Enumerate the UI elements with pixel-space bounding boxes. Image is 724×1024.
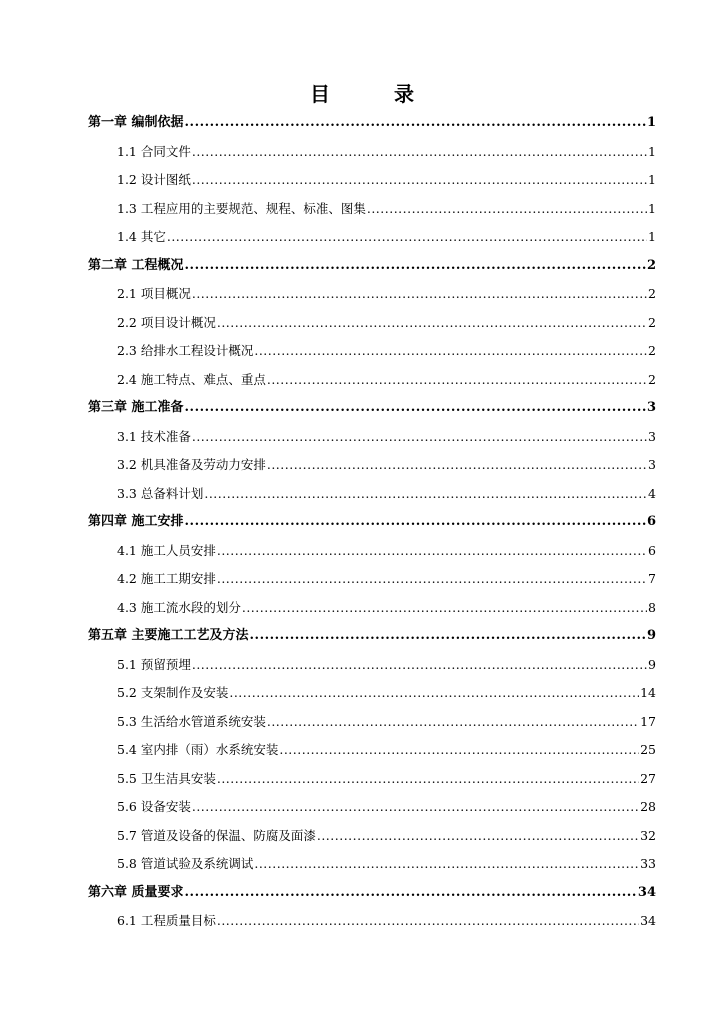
toc-page-number: 7 <box>648 571 656 586</box>
toc-entry-label: 2.2 项目设计概况 <box>117 314 216 330</box>
toc-page-number: 2 <box>648 343 656 358</box>
toc-section-entry[interactable] <box>88 769 656 798</box>
toc-entry-label: 第五章 主要施工工艺及方法 <box>88 628 249 643</box>
toc-dot-leader <box>192 170 647 190</box>
toc-dot-leader <box>167 227 647 247</box>
toc-section-entry[interactable] <box>88 797 656 826</box>
toc-entry-label: 第六章 质量要求 <box>88 884 184 900</box>
toc-dot-leader <box>279 740 639 760</box>
toc-page-number: 1 <box>646 115 656 130</box>
toc-section-entry[interactable] <box>88 484 656 513</box>
toc-entry-label: 第三章 施工准备 <box>88 400 184 415</box>
toc-page-number: 3 <box>648 428 656 444</box>
toc-dot-leader <box>367 199 647 219</box>
toc-dot-leader <box>242 598 647 618</box>
toc-entry-label: 2.4 施工特点、难点、重点 <box>117 371 266 387</box>
toc-entry-label: 5.6 设备安装 <box>117 799 191 814</box>
toc-entry-label: 第四章 施工安排 <box>88 514 184 529</box>
toc-dot-leader <box>267 370 647 390</box>
toc-page-number: 1 <box>648 143 656 159</box>
toc-entry-label: 3.3 总备料计划 <box>117 485 204 501</box>
toc-entry-label: 4.1 施工人员安排 <box>117 542 216 558</box>
toc-dot-leader <box>254 341 647 361</box>
table-of-contents <box>88 113 656 940</box>
toc-entry-label: 3.2 机具准备及劳动力安排 <box>117 457 266 472</box>
toc-dot-leader <box>185 113 646 133</box>
toc-section-entry[interactable] <box>88 427 656 456</box>
toc-entry-label: 5.7 管道及设备的保温、防腐及面漆 <box>117 827 316 843</box>
toc-entry-label: 1.1 合同文件 <box>117 143 191 159</box>
toc-page-number: 33 <box>640 856 656 871</box>
toc-chapter-entry[interactable] <box>88 883 656 912</box>
toc-dot-leader <box>267 455 647 475</box>
toc-chapter-entry[interactable] <box>88 256 656 285</box>
toc-dot-leader <box>217 313 647 333</box>
toc-entry-label: 2.1 项目概况 <box>117 286 191 301</box>
toc-dot-leader <box>185 398 646 418</box>
toc-page-number: 3 <box>646 400 656 415</box>
toc-section-entry[interactable] <box>88 598 656 627</box>
toc-section-entry[interactable] <box>88 683 656 712</box>
toc-entry-label: 第一章 编制依据 <box>88 115 184 130</box>
toc-section-entry[interactable] <box>88 854 656 883</box>
toc-section-entry[interactable] <box>88 341 656 370</box>
toc-section-entry[interactable] <box>88 826 656 855</box>
toc-page-number: 6 <box>648 542 656 558</box>
toc-page-number: 34 <box>640 913 656 928</box>
toc-dot-leader <box>317 826 639 846</box>
toc-entry-label: 第二章 工程概况 <box>88 257 184 273</box>
toc-page-number: 32 <box>640 827 656 843</box>
toc-entry-label: 5.4 室内排（雨）水系统安装 <box>117 742 279 757</box>
toc-page-number: 28 <box>640 799 656 814</box>
toc-chapter-entry[interactable] <box>88 512 656 541</box>
toc-dot-leader <box>192 284 647 304</box>
toc-chapter-entry[interactable] <box>88 113 656 142</box>
toc-page-number: 2 <box>648 371 656 387</box>
toc-entry-label: 6.1 工程质量目标 <box>117 913 216 928</box>
toc-dot-leader <box>217 541 647 561</box>
toc-page-number: 2 <box>648 286 656 301</box>
toc-section-entry[interactable] <box>88 455 656 484</box>
toc-page-number: 14 <box>640 685 656 700</box>
toc-page-number: 9 <box>648 656 656 672</box>
toc-page-number: 1 <box>648 229 656 244</box>
toc-dot-leader <box>192 655 647 675</box>
toc-section-entry[interactable] <box>88 170 656 199</box>
toc-page-number: 3 <box>648 457 656 472</box>
toc-page-number: 4 <box>648 485 656 501</box>
toc-section-entry[interactable] <box>88 541 656 570</box>
toc-entry-label: 5.8 管道试验及系统调试 <box>117 856 254 871</box>
toc-entry-label: 2.3 给排水工程设计概况 <box>117 343 254 358</box>
toc-section-entry[interactable] <box>88 740 656 769</box>
toc-dot-leader <box>192 142 647 162</box>
toc-section-entry[interactable] <box>88 712 656 741</box>
toc-page-number: 17 <box>640 713 656 729</box>
toc-dot-leader <box>185 256 646 276</box>
toc-chapter-entry[interactable] <box>88 626 656 655</box>
toc-entry-label: 4.3 施工流水段的划分 <box>117 599 241 615</box>
toc-entry-label: 4.2 施工工期安排 <box>117 571 216 586</box>
toc-dot-leader <box>185 883 637 903</box>
toc-dot-leader <box>204 484 647 504</box>
toc-entry-label: 3.1 技术准备 <box>117 428 191 444</box>
toc-entry-label: 5.1 预留预埋 <box>117 656 191 672</box>
toc-dot-leader <box>267 712 639 732</box>
toc-chapter-entry[interactable] <box>88 398 656 427</box>
toc-section-entry[interactable] <box>88 284 656 313</box>
toc-section-entry[interactable] <box>88 227 656 256</box>
toc-page-number: 2 <box>648 314 656 330</box>
toc-entry-label: 5.3 生活给水管道系统安装 <box>117 713 266 729</box>
toc-page-number: 1 <box>648 200 656 216</box>
toc-section-entry[interactable] <box>88 199 656 228</box>
toc-dot-leader <box>254 854 639 874</box>
toc-page-number: 27 <box>640 770 656 786</box>
toc-title: 目 录 <box>310 82 436 106</box>
toc-entry-label: 1.2 设计图纸 <box>117 172 191 187</box>
toc-dot-leader <box>217 769 639 789</box>
toc-page-number: 6 <box>646 514 656 529</box>
toc-page-number: 8 <box>648 599 656 615</box>
toc-entry-label: 1.4 其它 <box>117 229 166 244</box>
toc-dot-leader <box>185 512 646 532</box>
toc-dot-leader <box>217 911 639 931</box>
toc-section-entry[interactable] <box>88 569 656 598</box>
toc-section-entry[interactable] <box>88 313 656 342</box>
toc-dot-leader <box>192 797 639 817</box>
toc-page-number: 2 <box>646 257 656 273</box>
toc-dot-leader <box>229 683 639 703</box>
toc-entry-label: 1.3 工程应用的主要规范、规程、标准、图集 <box>117 200 366 216</box>
toc-page-number: 34 <box>637 884 656 900</box>
toc-page-number: 9 <box>646 628 656 643</box>
toc-section-entry[interactable] <box>88 911 656 940</box>
toc-dot-leader <box>192 427 647 447</box>
toc-entry-label: 5.2 支架制作及安装 <box>117 685 229 700</box>
toc-section-entry[interactable] <box>88 655 656 684</box>
toc-entry-label: 5.5 卫生洁具安装 <box>117 770 216 786</box>
toc-page-number: 1 <box>648 172 656 187</box>
toc-dot-leader <box>250 626 646 646</box>
toc-page-number: 25 <box>640 742 656 757</box>
toc-dot-leader <box>217 569 647 589</box>
toc-section-entry[interactable] <box>88 370 656 399</box>
toc-section-entry[interactable] <box>88 142 656 171</box>
